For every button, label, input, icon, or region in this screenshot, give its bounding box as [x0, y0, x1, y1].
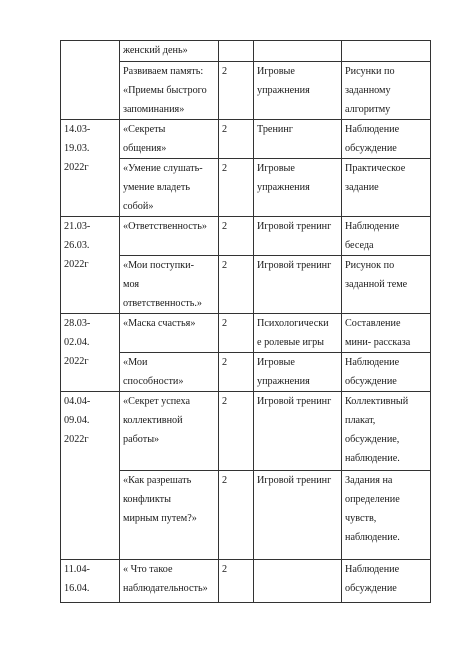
hours-cell: [219, 159, 254, 217]
method-cell-text: Наблюдение обсуждение: [345, 357, 400, 387]
method-cell-text: Задания на определение чувств, наблюдение.: [345, 475, 400, 543]
hours-cell: [219, 217, 254, 256]
date-cell-text: 04.04- 09.04. 2022г: [64, 396, 91, 445]
date-cell-text: 28.03- 02.04. 2022г: [64, 318, 91, 367]
topic-cell-text: женский день»: [123, 45, 188, 56]
topic-cell-text: « Что такое наблюдательность»: [123, 564, 208, 594]
topic-cell-text: Развиваем память: «Приемы быстрого запоминания»: [123, 66, 207, 115]
hours-cell-text: 2: [222, 221, 228, 232]
topic-cell-text: «Маска счастья»: [123, 318, 196, 329]
topic-cell: [120, 159, 219, 217]
form-cell: [254, 62, 342, 120]
table-row: [61, 314, 431, 353]
topic-cell: [120, 120, 219, 159]
method-cell-text: Наблюдение беседа: [345, 221, 400, 251]
date-cell: [61, 41, 120, 120]
date-cell: [61, 392, 120, 560]
topic-cell-text: «Умение слушать- умение владеть собой»: [123, 163, 203, 212]
hours-cell-text: 2: [222, 357, 228, 368]
hours-cell: [219, 392, 254, 471]
topic-cell: [120, 314, 219, 353]
method-cell-text: Наблюдение обсуждение: [345, 124, 400, 154]
method-cell: [342, 392, 431, 471]
table-row: [61, 560, 431, 603]
form-cell-text: Игровой тренинг: [257, 396, 332, 407]
lesson-plan-body: [61, 41, 431, 603]
form-cell-text: Игровые упражнения: [257, 66, 310, 96]
method-cell: [342, 62, 431, 120]
form-cell-text: Игровой тренинг: [257, 260, 332, 271]
method-cell: [342, 560, 431, 603]
hours-cell: [219, 120, 254, 159]
date-cell: [61, 560, 120, 603]
form-cell: [254, 159, 342, 217]
form-cell: [254, 41, 342, 62]
topic-cell-text: «Секрет успеха коллективной работы»: [123, 396, 191, 445]
hours-cell: [219, 41, 254, 62]
method-cell: [342, 159, 431, 217]
hours-cell-text: 2: [222, 124, 228, 135]
topic-cell: [120, 217, 219, 256]
topic-cell: [120, 392, 219, 471]
topic-cell-text: «Мои поступки- моя ответственность.»: [123, 260, 203, 309]
method-cell-text: Коллективный плакат, обсуждение, наблюдение.: [345, 396, 409, 464]
topic-cell: [120, 41, 219, 62]
hours-cell: [219, 560, 254, 603]
method-cell-text: Рисунки по заданному алгоритму: [345, 66, 395, 115]
topic-cell-text: «Как разрешать конфликты мирным путем?»: [123, 475, 197, 524]
topic-cell: [120, 62, 219, 120]
form-cell-text: Тренинг: [257, 124, 293, 135]
method-cell: [342, 471, 431, 560]
form-cell: [254, 560, 342, 603]
date-cell: [61, 217, 120, 314]
hours-cell: [219, 314, 254, 353]
form-cell-text: Игровые упражнения: [257, 357, 310, 387]
method-cell: [342, 217, 431, 256]
method-cell-text: Наблюдение обсуждение: [345, 564, 400, 594]
hours-cell: [219, 62, 254, 120]
hours-cell-text: 2: [222, 318, 228, 329]
form-cell-text: Игровой тренинг: [257, 221, 332, 232]
form-cell: [254, 392, 342, 471]
method-cell: [342, 353, 431, 392]
topic-cell: [120, 560, 219, 603]
hours-cell-text: 2: [222, 564, 228, 575]
hours-cell-text: 2: [222, 475, 228, 486]
method-cell: [342, 256, 431, 314]
table-row: [61, 217, 431, 256]
hours-cell: [219, 471, 254, 560]
method-cell-text: Рисунок по заданной теме: [345, 260, 408, 290]
date-cell: [61, 314, 120, 392]
method-cell-text: Составление мини- рассказа: [345, 318, 411, 348]
hours-cell-text: 2: [222, 396, 228, 407]
date-cell-text: 21.03- 26.03. 2022г: [64, 221, 91, 270]
method-cell: [342, 41, 431, 62]
hours-cell-text: 2: [222, 260, 228, 271]
form-cell-text: Игровые упражнения: [257, 163, 310, 193]
form-cell-text: Игровой тренинг: [257, 475, 332, 486]
form-cell: [254, 217, 342, 256]
table-row: [61, 120, 431, 159]
form-cell: [254, 353, 342, 392]
topic-cell: [120, 471, 219, 560]
method-cell-text: Практическое задание: [345, 163, 406, 193]
method-cell: [342, 314, 431, 353]
form-cell: [254, 256, 342, 314]
topic-cell-text: «Секреты общения»: [123, 124, 167, 154]
form-cell-text: Психологически е ролевые игры: [257, 318, 329, 348]
method-cell: [342, 120, 431, 159]
hours-cell: [219, 256, 254, 314]
table-row: [61, 41, 431, 62]
date-cell: [61, 120, 120, 217]
form-cell: [254, 471, 342, 560]
topic-cell-text: «Ответственность»: [123, 221, 207, 232]
topic-cell: [120, 256, 219, 314]
topic-cell: [120, 353, 219, 392]
topic-cell-text: «Мои способности»: [123, 357, 184, 387]
hours-cell-text: 2: [222, 163, 228, 174]
table-row: [61, 392, 431, 471]
date-cell-text: 11.04- 16.04.: [64, 564, 90, 594]
lesson-plan-table: [60, 40, 431, 603]
form-cell: [254, 314, 342, 353]
hours-cell: [219, 353, 254, 392]
hours-cell-text: 2: [222, 66, 228, 77]
date-cell-text: 14.03- 19.03. 2022г: [64, 124, 91, 173]
form-cell: [254, 120, 342, 159]
